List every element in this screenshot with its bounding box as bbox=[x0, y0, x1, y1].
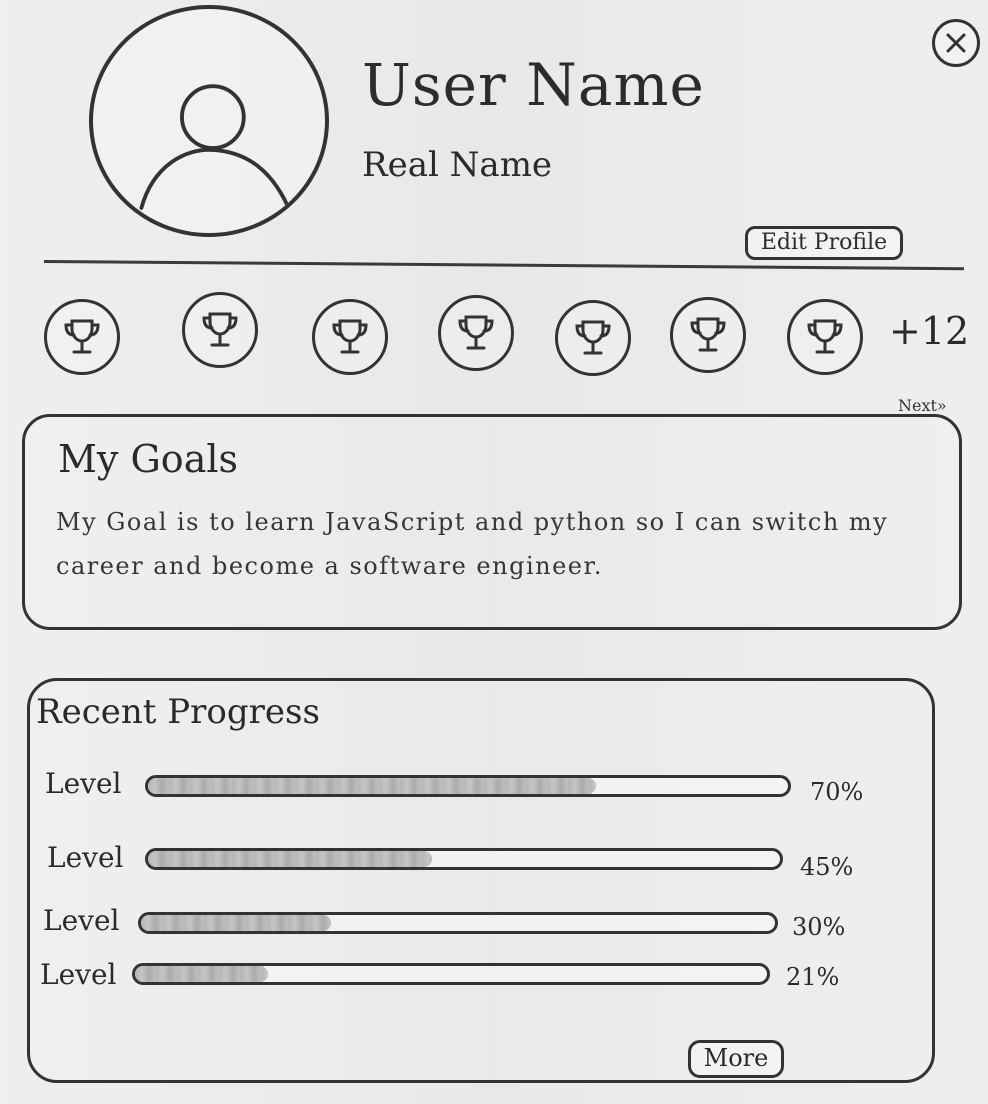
percent-label: 70% bbox=[810, 778, 864, 806]
avatar bbox=[89, 5, 329, 237]
real-name: Real Name bbox=[362, 145, 553, 185]
trophy-icon bbox=[684, 311, 732, 359]
close-icon bbox=[942, 29, 970, 57]
section-divider bbox=[44, 260, 964, 270]
trophy-badge-1[interactable] bbox=[44, 299, 120, 375]
badge-more-count[interactable]: +12 bbox=[889, 309, 970, 353]
close-button[interactable] bbox=[932, 19, 980, 67]
trophy-icon bbox=[58, 313, 106, 361]
percent-label: 30% bbox=[792, 913, 846, 941]
percent-label: 45% bbox=[800, 853, 854, 881]
trophy-badge-3[interactable] bbox=[312, 299, 388, 375]
trophy-badge-4[interactable] bbox=[438, 295, 514, 371]
edit-profile-button[interactable]: Edit Profile bbox=[745, 226, 903, 260]
progress-bar bbox=[138, 912, 778, 934]
progress-bar-fill bbox=[141, 915, 331, 931]
trophy-icon bbox=[196, 306, 244, 354]
progress-bar bbox=[132, 963, 770, 985]
trophy-badge-5[interactable] bbox=[555, 300, 631, 376]
goals-text: My Goal is to learn JavaScript and python so I can switch my career and become a software engineer. bbox=[56, 508, 889, 580]
trophy-icon bbox=[801, 313, 849, 361]
progress-bar-fill bbox=[148, 778, 596, 794]
avatar-icon bbox=[93, 9, 325, 233]
trophy-icon bbox=[569, 314, 617, 362]
percent-label: 21% bbox=[786, 963, 840, 991]
recent-progress-title: Recent Progress bbox=[36, 692, 320, 732]
trophy-icon bbox=[452, 309, 500, 357]
progress-bar bbox=[145, 775, 791, 797]
next-badges-link[interactable]: Next» bbox=[898, 396, 947, 415]
level-label: Level bbox=[45, 767, 122, 800]
level-label: Level bbox=[43, 904, 120, 937]
trophy-badge-6[interactable] bbox=[670, 297, 746, 373]
recent-progress-card bbox=[27, 678, 935, 1083]
level-label: Level bbox=[40, 958, 117, 991]
more-button[interactable]: More bbox=[688, 1040, 784, 1078]
goals-title: My Goals bbox=[58, 437, 238, 481]
trophy-badge-2[interactable] bbox=[182, 292, 258, 368]
trophy-badge-7[interactable] bbox=[787, 299, 863, 375]
progress-bar-fill bbox=[148, 851, 432, 867]
level-label: Level bbox=[47, 841, 124, 874]
user-name: User Name bbox=[362, 51, 705, 119]
trophy-icon bbox=[326, 313, 374, 361]
progress-bar bbox=[145, 848, 783, 870]
progress-bar-fill bbox=[135, 966, 268, 982]
